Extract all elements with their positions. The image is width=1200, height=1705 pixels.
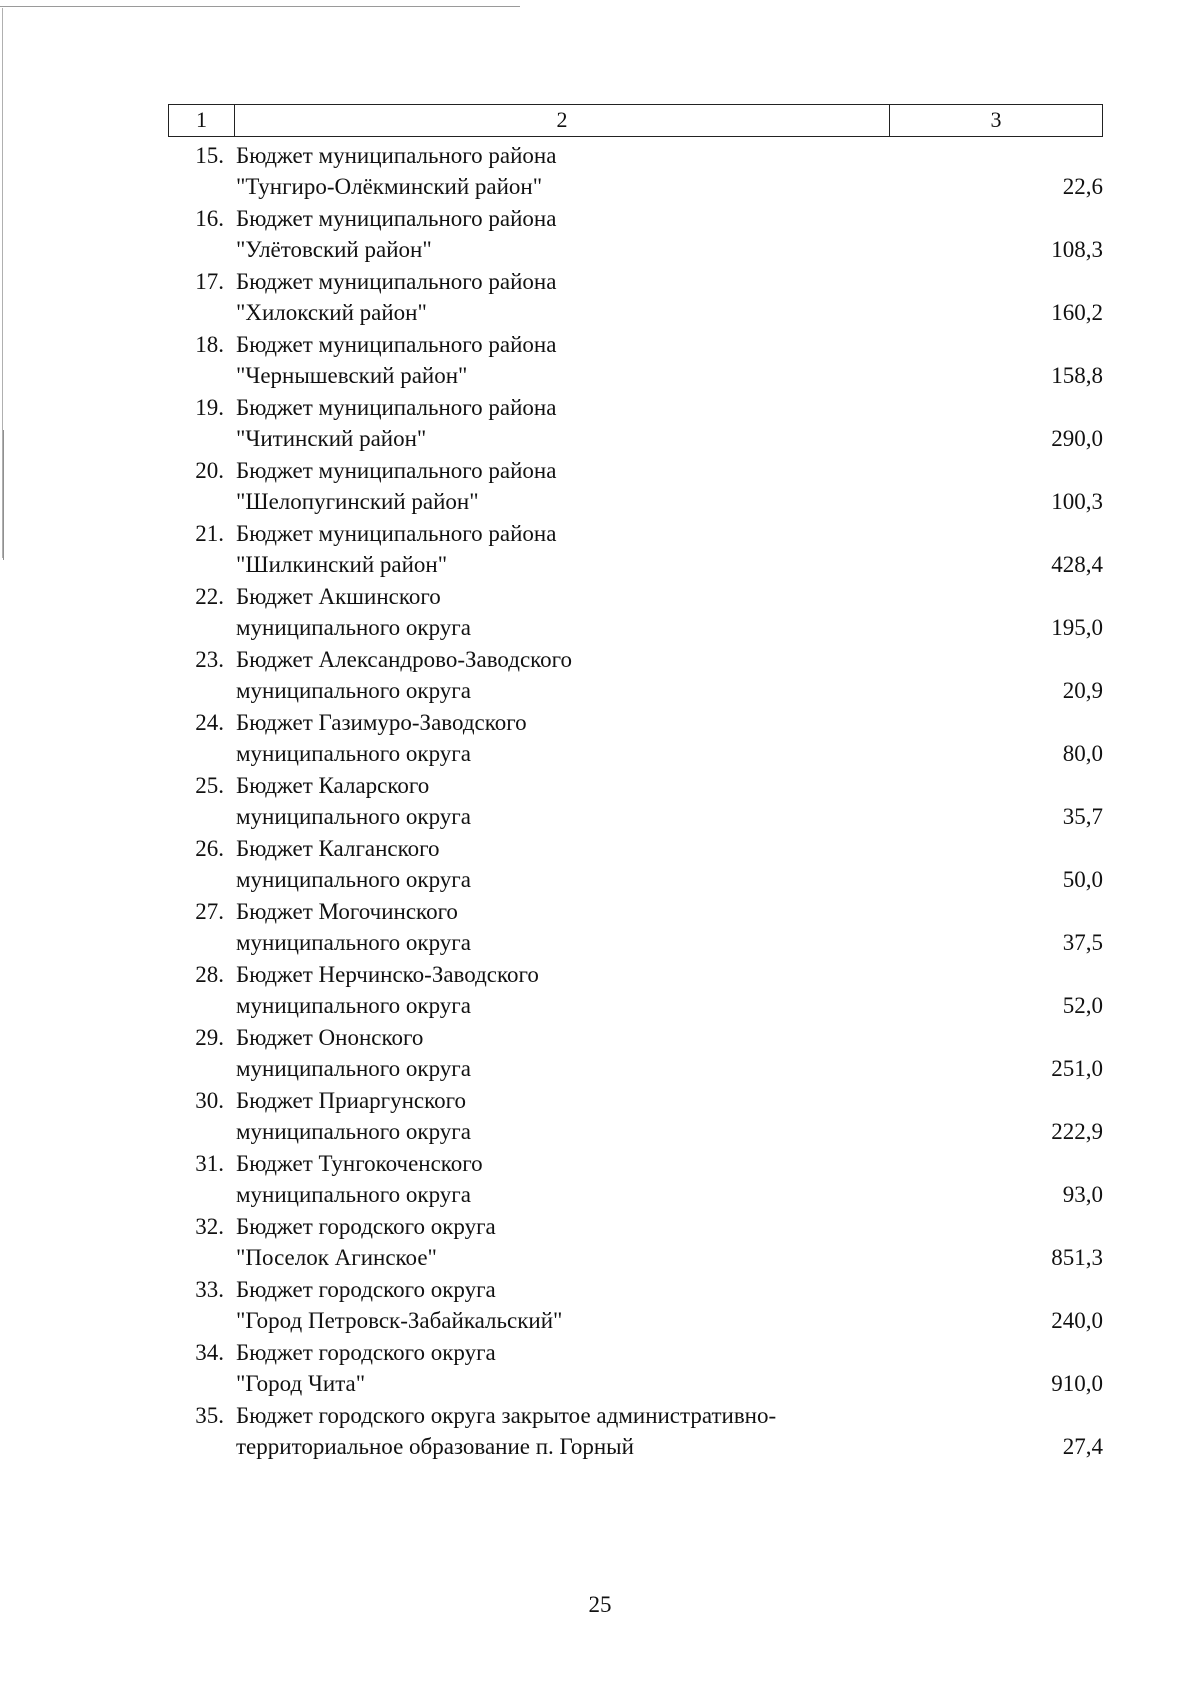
row-name-line-2: "Тунгиро-Олёкминский район" [236, 174, 543, 199]
table-row [168, 896, 1103, 959]
row-name-line-1: Бюджет Приаргунского [236, 1088, 466, 1113]
row-value: 160,2 [1051, 300, 1103, 325]
row-name-line-1: Бюджет Александрово-Заводского [236, 647, 573, 672]
row-number: 24. [195, 710, 224, 735]
row-name-line-2: "Поселок Агинское" [236, 1245, 437, 1270]
table-row [168, 329, 1103, 392]
row-name-line-2: муниципального округа [236, 741, 471, 766]
table-row [168, 1148, 1103, 1211]
row-value: 222,9 [1051, 1119, 1103, 1144]
header-col-3: 3 [990, 107, 1002, 132]
row-name-line-2: муниципального округа [236, 1119, 471, 1144]
table-row [168, 203, 1103, 266]
row-name-line-2: "Город Петровск-Забайкальский" [236, 1308, 563, 1333]
header-col-2: 2 [235, 105, 890, 136]
row-name-line-2: "Шилкинский район" [236, 552, 448, 577]
row-value: 195,0 [1051, 615, 1103, 640]
row-number: 32. [195, 1214, 224, 1239]
row-name-line-1: Бюджет муниципального района [236, 395, 557, 420]
row-name-line-2: территориальное образование п. Горный [236, 1434, 634, 1459]
row-value: 52,0 [1062, 993, 1103, 1018]
row-number: 33. [195, 1277, 224, 1302]
row-value: 108,3 [1051, 237, 1103, 262]
row-name-line-2: муниципального округа [236, 993, 471, 1018]
row-value: 100,3 [1051, 489, 1103, 514]
table-row [168, 833, 1103, 896]
row-value: 158,8 [1051, 363, 1103, 388]
row-name-line-1: Бюджет Каларского [236, 773, 430, 798]
row-number: 34. [195, 1340, 224, 1365]
row-value: 27,4 [1062, 1434, 1103, 1459]
row-value: 910,0 [1051, 1371, 1103, 1396]
row-name-line-1: Бюджет Могочинского [236, 899, 458, 924]
row-name-line-2: "Читинский район" [236, 426, 427, 451]
page-number: 25 [588, 1592, 612, 1617]
table-row [168, 959, 1103, 1022]
row-name-line-2: муниципального округа [236, 804, 471, 829]
row-name-line-2: "Хилокский район" [236, 300, 427, 325]
row-number: 18. [195, 332, 224, 357]
header-col-1: 1 [169, 105, 235, 136]
row-value: 851,3 [1051, 1245, 1103, 1270]
row-name-line-2: муниципального округа [236, 615, 471, 640]
row-number: 16. [195, 206, 224, 231]
row-name-line-1: Бюджет муниципального района [236, 332, 557, 357]
table-row [168, 392, 1103, 455]
row-name-line-1: Бюджет Ононского [236, 1025, 424, 1050]
row-name-line-2: муниципального округа [236, 1182, 471, 1207]
row-name-line-2: муниципального округа [236, 678, 471, 703]
table-row [168, 644, 1103, 707]
row-name-line-1: Бюджет городского округа [236, 1277, 496, 1302]
table-row [168, 455, 1103, 518]
row-name-line-1: Бюджет Тунгокоченского [236, 1151, 483, 1176]
row-value: 37,5 [1062, 930, 1103, 955]
table-row [168, 140, 1103, 203]
table-row [168, 707, 1103, 770]
table-row [168, 1274, 1103, 1337]
row-name-line-1: Бюджет городского округа [236, 1340, 496, 1365]
table-row [168, 1085, 1103, 1148]
row-name-line-1: Бюджет муниципального района [236, 521, 557, 546]
scan-artifact-left-dark [3, 430, 4, 560]
row-number: 35. [195, 1403, 224, 1428]
row-value: 50,0 [1062, 867, 1103, 892]
row-name-line-1: Бюджет Акшинского [236, 584, 441, 609]
table-row [168, 518, 1103, 581]
row-value: 22,6 [1062, 174, 1103, 199]
row-name-line-1: Бюджет городского округа закрытое административно- [236, 1403, 777, 1428]
row-name-line-1: Бюджет Газимуро-Заводского [236, 710, 527, 735]
row-name-line-2: муниципального округа [236, 867, 471, 892]
table-row [168, 1022, 1103, 1085]
row-number: 21. [195, 521, 224, 546]
row-value: 35,7 [1062, 804, 1103, 829]
table-row [168, 770, 1103, 833]
row-value: 290,0 [1051, 426, 1103, 451]
row-name-line-2: "Шелопугинский район" [236, 489, 479, 514]
row-number: 15. [195, 143, 224, 168]
row-value: 93,0 [1062, 1182, 1103, 1207]
row-name-line-1: Бюджет муниципального района [236, 269, 557, 294]
row-name-line-1: Бюджет Нерчинско-Заводского [236, 962, 539, 987]
row-name-line-1: Бюджет городского округа [236, 1214, 496, 1239]
row-value: 20,9 [1062, 678, 1103, 703]
scan-artifact-top [0, 6, 520, 7]
row-number: 27. [195, 899, 224, 924]
table-row [168, 1337, 1103, 1400]
row-number: 31. [195, 1151, 224, 1176]
row-name-line-1: Бюджет Калганского [236, 836, 440, 861]
row-name-line-1: Бюджет муниципального района [236, 458, 557, 483]
row-value: 240,0 [1051, 1308, 1103, 1333]
row-number: 28. [195, 962, 224, 987]
row-number: 25. [195, 773, 224, 798]
table-header [168, 104, 1103, 137]
row-name-line-2: "Чернышевский район" [236, 363, 468, 388]
table-row [168, 266, 1103, 329]
row-value: 251,0 [1051, 1056, 1103, 1081]
row-name-line-2: "Город Чита" [236, 1371, 366, 1396]
row-number: 20. [195, 458, 224, 483]
row-name-line-2: "Улётовский район" [236, 237, 432, 262]
row-number: 26. [195, 836, 224, 861]
row-name-line-1: Бюджет муниципального района [236, 206, 557, 231]
table-row [168, 1211, 1103, 1274]
table-row [168, 1400, 1103, 1463]
row-name-line-2: муниципального округа [236, 930, 471, 955]
row-number: 19. [195, 395, 224, 420]
row-number: 17. [195, 269, 224, 294]
row-value: 428,4 [1051, 552, 1103, 577]
row-number: 30. [195, 1088, 224, 1113]
row-name-line-2: муниципального округа [236, 1056, 471, 1081]
row-value: 80,0 [1062, 741, 1103, 766]
row-number: 29. [195, 1025, 224, 1050]
row-number: 23. [195, 647, 224, 672]
table-row [168, 581, 1103, 644]
row-number: 22. [195, 584, 224, 609]
row-name-line-1: Бюджет муниципального района [236, 143, 557, 168]
budget-table-body [168, 140, 1103, 1463]
